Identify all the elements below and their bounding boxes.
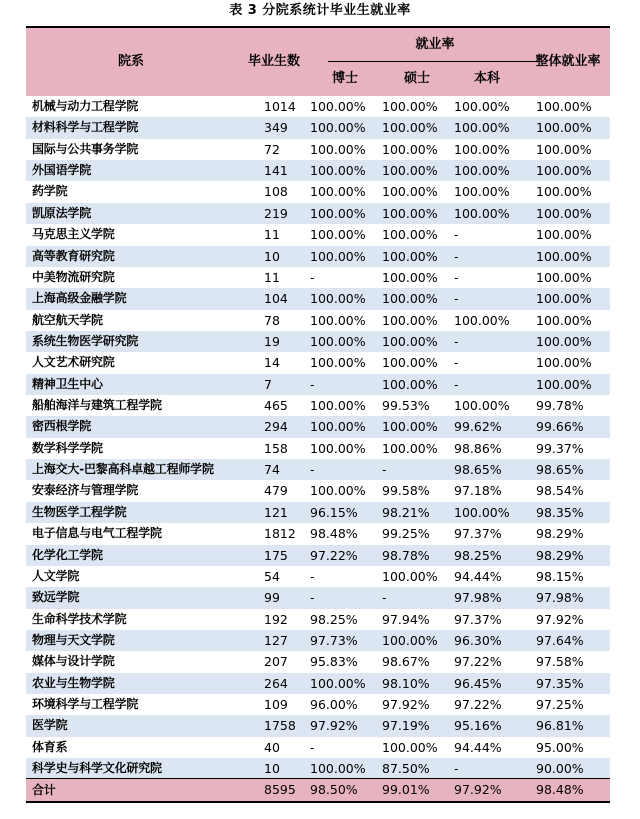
- graduates-count: 207: [264, 654, 288, 670]
- bachelor-rate: 97.37%: [454, 526, 502, 542]
- bachelor-rate: 100.00%: [454, 163, 510, 179]
- bachelor-rate: 100.00%: [454, 99, 510, 114]
- bachelor-rate: 100.00%: [454, 398, 510, 414]
- graduates-count: 14: [264, 355, 280, 371]
- total-graduates: 8595: [264, 782, 296, 797]
- bachelor-rate: -: [454, 376, 459, 392]
- graduates-count: 11: [264, 227, 280, 243]
- department-name: 人文艺术研究院: [32, 355, 115, 370]
- graduates-count: 72: [264, 141, 280, 157]
- graduates-count: 99: [264, 590, 280, 606]
- phd-rate: 100.00%: [310, 99, 366, 114]
- graduates-count: 11: [264, 269, 280, 285]
- department-name: 系统生物医学研究院: [32, 333, 139, 348]
- master-rate: 99.53%: [382, 398, 430, 414]
- phd-rate: 100.00%: [310, 184, 366, 200]
- total-label: 合计: [32, 783, 56, 797]
- graduates-count: 127: [264, 632, 288, 648]
- master-rate: 87.50%: [382, 761, 430, 777]
- bachelor-rate: -: [454, 355, 459, 371]
- master-rate: 100.00%: [382, 419, 438, 435]
- bachelor-rate: 96.30%: [454, 632, 502, 648]
- table-row: [26, 502, 610, 523]
- overall-rate: 98.29%: [536, 526, 584, 542]
- overall-rate: 100.00%: [536, 184, 592, 200]
- department-name: 媒体与设计学院: [32, 654, 115, 669]
- header-phd: 博士: [331, 71, 358, 86]
- master-rate: 100.00%: [382, 269, 438, 285]
- graduates-count: 479: [264, 483, 288, 499]
- graduates-count: 1014: [264, 99, 296, 114]
- department-name: 高等教育研究院: [32, 248, 115, 263]
- phd-rate: 97.73%: [310, 632, 358, 648]
- bachelor-rate: -: [454, 269, 459, 285]
- overall-rate: 100.00%: [536, 120, 592, 136]
- bachelor-rate: 97.98%: [454, 590, 502, 606]
- table-row: [26, 737, 610, 758]
- master-rate: 98.78%: [382, 547, 430, 563]
- graduates-count: 19: [264, 333, 280, 349]
- department-name: 生命科学技术学院: [32, 611, 127, 626]
- department-name: 环境科学与工程学院: [32, 697, 139, 712]
- table-row: [26, 139, 610, 160]
- department-name: 科学史与科学文化研究院: [32, 761, 162, 776]
- phd-rate: 98.25%: [310, 611, 358, 627]
- department-name: 凯原法学院: [32, 205, 92, 220]
- master-rate: 100.00%: [382, 227, 438, 243]
- table-header: [26, 26, 610, 96]
- phd-rate: 100.00%: [310, 483, 366, 499]
- overall-rate: 100.00%: [536, 227, 592, 243]
- bachelor-rate: 97.22%: [454, 697, 502, 713]
- overall-rate: 97.98%: [536, 590, 584, 606]
- graduates-count: 175: [264, 547, 288, 563]
- overall-rate: 97.92%: [536, 611, 584, 627]
- phd-rate: 97.22%: [310, 547, 358, 563]
- table-row: [26, 267, 610, 288]
- department-name: 马克思主义学院: [32, 227, 115, 242]
- bachelor-rate: 95.16%: [454, 718, 502, 734]
- table-row: [26, 181, 610, 202]
- phd-rate: 100.00%: [310, 141, 366, 157]
- bachelor-rate: 97.37%: [454, 611, 502, 627]
- table-row: [26, 630, 610, 651]
- graduates-count: 264: [264, 675, 288, 691]
- table-row: [26, 715, 610, 736]
- bachelor-rate: 96.45%: [454, 675, 502, 691]
- graduates-count: 192: [264, 611, 288, 627]
- department-name: 密西根学院: [32, 419, 92, 434]
- overall-rate: 100.00%: [536, 99, 592, 114]
- overall-rate: 100.00%: [536, 205, 592, 221]
- overall-rate: 99.78%: [536, 398, 584, 414]
- table-title: 表 3 分院系统计毕业生就业率: [229, 3, 411, 18]
- overall-rate: 97.64%: [536, 632, 584, 648]
- table-row: [26, 587, 610, 608]
- department-name: 药学院: [32, 184, 68, 199]
- overall-rate: 100.00%: [536, 291, 592, 307]
- header-bachelor: 本科: [473, 71, 500, 86]
- bachelor-rate: -: [454, 291, 459, 307]
- graduates-count: 10: [264, 248, 280, 264]
- department-name: 农业与生物学院: [32, 675, 115, 690]
- master-rate: 97.92%: [382, 697, 430, 713]
- master-rate: 100.00%: [382, 163, 438, 179]
- bachelor-rate: 98.25%: [454, 547, 502, 563]
- table-row: [26, 566, 610, 587]
- overall-rate: 100.00%: [536, 163, 592, 179]
- master-rate: 98.10%: [382, 675, 430, 691]
- overall-rate: 96.81%: [536, 718, 584, 734]
- table-row: [26, 160, 610, 181]
- phd-rate: 100.00%: [310, 675, 366, 691]
- graduates-count: 121: [264, 504, 288, 520]
- table-row: [26, 459, 610, 480]
- bachelor-rate: 100.00%: [454, 205, 510, 221]
- phd-rate: 100.00%: [310, 312, 366, 328]
- table-row: [26, 545, 610, 566]
- phd-rate: 97.92%: [310, 718, 358, 734]
- total-bachelor-rate: 97.92%: [454, 782, 502, 797]
- graduates-count: 1812: [264, 526, 296, 542]
- phd-rate: -: [310, 376, 315, 392]
- overall-rate: 98.65%: [536, 462, 584, 478]
- department-name: 生物医学工程学院: [32, 504, 127, 519]
- master-rate: 98.21%: [382, 504, 430, 520]
- overall-rate: 97.35%: [536, 675, 584, 691]
- phd-rate: 100.00%: [310, 440, 366, 456]
- department-name: 安泰经济与管理学院: [32, 483, 139, 498]
- phd-rate: -: [310, 462, 315, 478]
- table-row: [26, 352, 610, 373]
- table-row: [26, 480, 610, 501]
- bachelor-rate: 94.44%: [454, 568, 502, 584]
- master-rate: 100.00%: [382, 248, 438, 264]
- department-name: 电子信息与电气工程学院: [32, 526, 162, 541]
- phd-rate: 100.00%: [310, 291, 366, 307]
- table-row: [26, 758, 610, 779]
- department-name: 中美物流研究院: [32, 269, 115, 284]
- graduates-count: 158: [264, 440, 288, 456]
- department-name: 数学科学学院: [32, 440, 103, 455]
- total-overall-rate: 98.48%: [536, 782, 584, 797]
- bachelor-rate: -: [454, 333, 459, 349]
- table-row: [26, 438, 610, 459]
- master-rate: 100.00%: [382, 632, 438, 648]
- department-name: 物理与天文学院: [32, 632, 115, 647]
- graduates-count: 108: [264, 184, 288, 200]
- master-rate: 100.00%: [382, 739, 438, 755]
- master-rate: -: [382, 590, 387, 606]
- header-master: 硕士: [403, 71, 430, 86]
- master-rate: 97.19%: [382, 718, 430, 734]
- master-rate: 100.00%: [382, 376, 438, 392]
- graduates-count: 74: [264, 462, 280, 478]
- phd-rate: 100.00%: [310, 419, 366, 435]
- table-row: [26, 310, 610, 331]
- table-row: [26, 246, 610, 267]
- department-name: 船舶海洋与建筑工程学院: [32, 398, 162, 413]
- master-rate: 100.00%: [382, 99, 438, 114]
- graduates-count: 294: [264, 419, 288, 435]
- bachelor-rate: 100.00%: [454, 312, 510, 328]
- phd-rate: 96.00%: [310, 697, 358, 713]
- master-rate: 100.00%: [382, 205, 438, 221]
- department-name: 化学化工学院: [32, 547, 103, 562]
- overall-rate: 97.25%: [536, 697, 584, 713]
- bachelor-rate: 100.00%: [454, 184, 510, 200]
- bachelor-rate: 100.00%: [454, 141, 510, 157]
- bachelor-rate: 100.00%: [454, 120, 510, 136]
- bachelor-rate: 98.65%: [454, 462, 502, 478]
- overall-rate: 100.00%: [536, 312, 592, 328]
- phd-rate: 100.00%: [310, 248, 366, 264]
- overall-rate: 100.00%: [536, 355, 592, 371]
- header-department: 院系: [117, 54, 144, 69]
- overall-rate: 100.00%: [536, 333, 592, 349]
- graduates-count: 349: [264, 120, 288, 136]
- table-row: [26, 117, 610, 138]
- overall-rate: 98.29%: [536, 547, 584, 563]
- bachelor-rate: 97.18%: [454, 483, 502, 499]
- bachelor-rate: 99.62%: [454, 419, 502, 435]
- graduates-count: 219: [264, 205, 288, 221]
- header-graduates: 毕业生数: [247, 54, 300, 69]
- bachelor-rate: 100.00%: [454, 504, 510, 520]
- graduates-count: 10: [264, 761, 280, 777]
- total-master-rate: 99.01%: [382, 782, 430, 797]
- master-rate: 100.00%: [382, 312, 438, 328]
- table-row: [26, 374, 610, 395]
- department-name: 国际与公共事务学院: [32, 141, 139, 156]
- table-row: [26, 609, 610, 630]
- phd-rate: 100.00%: [310, 120, 366, 136]
- total-row: [26, 778, 610, 803]
- master-rate: 100.00%: [382, 568, 438, 584]
- table-row: [26, 694, 610, 715]
- graduates-count: 40: [264, 739, 280, 755]
- graduates-count: 78: [264, 312, 280, 328]
- table-row: [26, 416, 610, 437]
- graduates-count: 54: [264, 568, 280, 584]
- graduates-count: 465: [264, 398, 288, 414]
- department-name: 致远学院: [32, 590, 80, 605]
- bachelor-rate: 98.86%: [454, 440, 502, 456]
- bachelor-rate: -: [454, 227, 459, 243]
- phd-rate: -: [310, 739, 315, 755]
- total-phd-rate: 98.50%: [310, 782, 358, 797]
- graduates-count: 104: [264, 291, 288, 307]
- department-name: 材料科学与工程学院: [32, 120, 139, 135]
- table-row: [26, 331, 610, 352]
- overall-rate: 100.00%: [536, 141, 592, 157]
- overall-rate: 100.00%: [536, 376, 592, 392]
- bachelor-rate: 94.44%: [454, 739, 502, 755]
- department-name: 外国语学院: [32, 163, 92, 178]
- graduates-count: 1758: [264, 718, 296, 734]
- master-rate: 98.67%: [382, 654, 430, 670]
- table-row: [26, 224, 610, 245]
- overall-rate: 97.58%: [536, 654, 584, 670]
- department-name: 精神卫生中心: [32, 376, 103, 391]
- table-row: [26, 395, 610, 416]
- overall-rate: 100.00%: [536, 269, 592, 285]
- table-row: [26, 96, 610, 117]
- header-overall: 整体就业率: [535, 54, 601, 69]
- bachelor-rate: -: [454, 248, 459, 264]
- overall-rate: 90.00%: [536, 761, 584, 777]
- phd-rate: 100.00%: [310, 205, 366, 221]
- master-rate: 100.00%: [382, 120, 438, 136]
- department-name: 体育系: [32, 739, 68, 754]
- graduates-count: 7: [264, 376, 272, 392]
- phd-rate: 100.00%: [310, 761, 366, 777]
- phd-rate: 95.83%: [310, 654, 358, 670]
- department-name: 人文学院: [32, 568, 80, 583]
- master-rate: 100.00%: [382, 440, 438, 456]
- table-body: [26, 96, 610, 780]
- graduates-count: 141: [264, 163, 288, 179]
- header-employment-rate: 就业率: [415, 37, 455, 52]
- phd-rate: 96.15%: [310, 504, 358, 520]
- master-rate: 99.25%: [382, 526, 430, 542]
- department-name: 机械与动力工程学院: [32, 99, 139, 113]
- bachelor-rate: 97.22%: [454, 654, 502, 670]
- table-row: [26, 673, 610, 694]
- overall-rate: 99.66%: [536, 419, 584, 435]
- graduates-count: 109: [264, 697, 288, 713]
- department-name: 航空航天学院: [32, 312, 103, 327]
- phd-rate: 100.00%: [310, 398, 366, 414]
- master-rate: 99.58%: [382, 483, 430, 499]
- phd-rate: 100.00%: [310, 227, 366, 243]
- overall-rate: 100.00%: [536, 248, 592, 264]
- master-rate: 100.00%: [382, 333, 438, 349]
- table-row: [26, 203, 610, 224]
- phd-rate: 100.00%: [310, 163, 366, 179]
- table-row: [26, 651, 610, 672]
- phd-rate: 100.00%: [310, 355, 366, 371]
- master-rate: 100.00%: [382, 141, 438, 157]
- phd-rate: -: [310, 269, 315, 285]
- master-rate: 100.00%: [382, 184, 438, 200]
- phd-rate: 100.00%: [310, 333, 366, 349]
- table-row: [26, 523, 610, 544]
- overall-rate: 99.37%: [536, 440, 584, 456]
- master-rate: 100.00%: [382, 291, 438, 307]
- department-name: 医学院: [32, 718, 68, 733]
- department-name: 上海交大-巴黎高科卓越工程师学院: [32, 462, 214, 477]
- master-rate: -: [382, 462, 387, 478]
- master-rate: 97.94%: [382, 611, 430, 627]
- master-rate: 100.00%: [382, 355, 438, 371]
- overall-rate: 98.35%: [536, 504, 584, 520]
- phd-rate: -: [310, 568, 315, 584]
- overall-rate: 98.15%: [536, 568, 584, 584]
- phd-rate: 98.48%: [310, 526, 358, 542]
- phd-rate: -: [310, 590, 315, 606]
- overall-rate: 98.54%: [536, 483, 584, 499]
- overall-rate: 95.00%: [536, 739, 584, 755]
- table-row: [26, 288, 610, 309]
- department-name: 上海高级金融学院: [32, 291, 127, 306]
- bachelor-rate: -: [454, 761, 459, 777]
